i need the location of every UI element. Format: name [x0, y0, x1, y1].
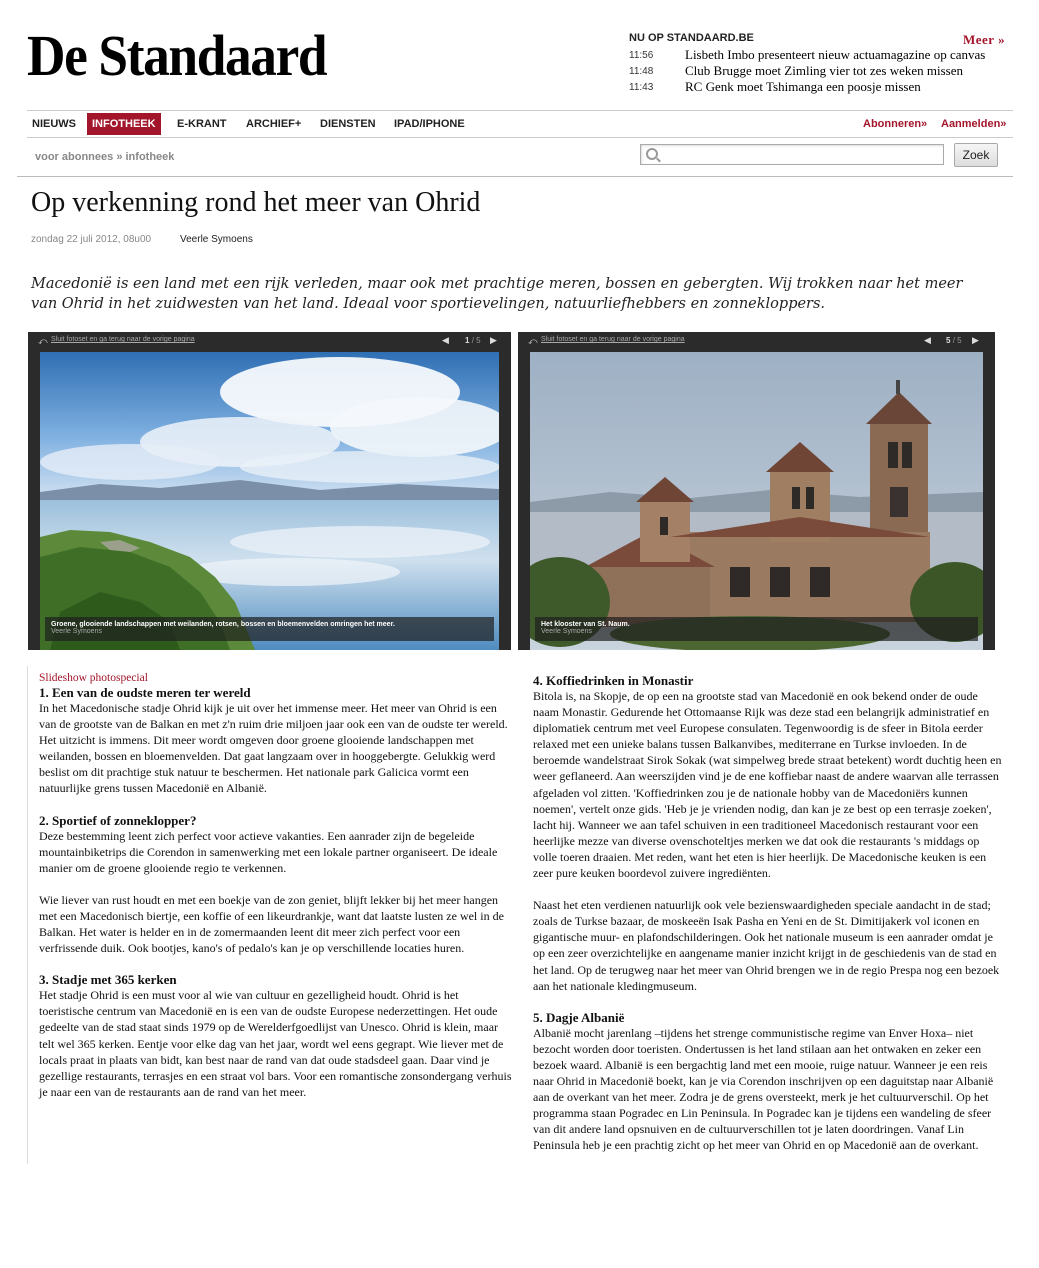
back-arrow-icon[interactable]: ⤺	[528, 336, 538, 346]
column-border	[27, 666, 28, 1164]
main-navbar	[27, 110, 1013, 138]
slide-counter	[465, 336, 481, 345]
subscribe-link[interactable]: Abonneren»	[863, 118, 928, 130]
slideshow-label[interactable]: Slideshow photospecial	[39, 672, 148, 684]
section-heading: 3. Stadje met 365 kerken	[39, 972, 177, 988]
slide-total: / 5	[471, 336, 481, 345]
photo-caption	[535, 617, 978, 641]
section-heading: 2. Sportief of zonneklopper?	[39, 812, 197, 828]
slide-current: 5	[946, 336, 951, 345]
news-item[interactable]	[629, 80, 1009, 95]
section-paragraph: In het Macedonische stadje Ohrid kijk je uit over het immense meer. Het meer van Ohrid is een van de grootste van de Balkan en met z'n ruim drie miljoen jaar ook een van de oudste ter wereld. Het uitzicht is immens. Dit meer wordt omgeven door groene glooiende landschappen met weilanden, bossen en bloemenvelden. Dat gaat langzaam over in hooggebergte. Gelukkig werd beslist om dit prachtige stuk natuur te beschermen. Het nationale park Galicica vormt een natuurlijke grens tussen Macedonië en Albanië.	[39, 701, 508, 796]
lake-photo[interactable]	[40, 352, 499, 650]
church-photo[interactable]	[530, 352, 983, 650]
close-slideshow-link[interactable]: Sluit fotoset en ga terug naar de vorige pagina	[541, 336, 685, 343]
nav-ipad-iphone[interactable]: IPAD/IPHONE	[394, 118, 465, 130]
section-heading: 5. Dagje Albanië	[533, 1009, 625, 1025]
close-slideshow-link[interactable]: Sluit fotoset en ga terug naar de vorige pagina	[51, 336, 195, 343]
section-heading: 1. Een van de oudste meren ter wereld	[39, 685, 251, 700]
caption-text: Het klooster van St. Naum.	[541, 621, 630, 628]
nav-e-krant[interactable]: E-KRANT	[177, 118, 227, 130]
caption-text: Groene, glooiende landschappen met weilanden, rotsen, bossen en bloemenvelden omringen het meer.	[51, 621, 395, 628]
nav-infotheek[interactable]: INFOTHEEK	[87, 113, 161, 135]
caption-credit: Veerle Symoens	[541, 628, 592, 635]
slide-counter	[946, 336, 962, 345]
back-arrow-icon[interactable]: ⤺	[38, 336, 48, 346]
slideshow-toolbar	[28, 332, 511, 350]
search-icon	[646, 148, 658, 160]
site-logo[interactable]: De Standaard	[27, 23, 327, 88]
slide-current: 1	[465, 336, 470, 345]
article-lead: Macedonië is een land met een rijk verleden, maar ook met prachtige meren, bossen en gebergten. Wij trokken naar het meer van Ohrid in het zuidwesten van het land. Ideaal voor sportievelingen, natuurliefhebbers en zonnekloppers.	[31, 276, 963, 312]
news-item[interactable]	[629, 64, 1009, 79]
news-item[interactable]	[629, 48, 1009, 63]
breadcrumb-infotheek[interactable]: infotheek	[125, 151, 175, 163]
lake-landscape-image	[40, 352, 499, 650]
latest-news-title: NU OP STANDAARD.BE	[629, 32, 754, 44]
prev-arrow-icon[interactable]: ◀	[442, 335, 449, 345]
news-headline[interactable]: RC Genk moet Tshimanga een poosje missen	[685, 79, 921, 94]
nav-diensten[interactable]: DIENSTEN	[320, 118, 376, 130]
article-author[interactable]: Veerle Symoens	[180, 234, 253, 245]
slide-total: / 5	[952, 336, 962, 345]
slideshow-panel-2	[518, 332, 995, 650]
latest-news-list	[629, 48, 1009, 96]
section-heading: 4. Koffiedrinken in Monastir	[533, 673, 694, 688]
prev-arrow-icon[interactable]: ◀	[924, 335, 931, 345]
breadcrumb-separator: »	[116, 151, 123, 163]
more-news-link[interactable]: Meer »	[963, 32, 1006, 47]
search-input[interactable]	[640, 144, 944, 165]
breadcrumb-subscribers[interactable]: voor abonnees	[35, 151, 114, 163]
section-paragraph: Bitola is, na Skopje, de op een na grootste stad van Macedonië en ook bekend onder de oude naam Monastir. Gedurende het Ottomaanse Rijk was deze stad een belangrijk administratief en diplomatiek centrum met veel Europese consulaten. Tegenwoordig is de sfeer in Bitola eerder relaxed met een unieke balans tussen Balkanvibes, mediterrane en Turkse invloeden. In de beroemde wandelstraat Sirok Sokak (wat simpelweg brede straat betekent) wordt duchtig heen en weer geflaneerd. Aan weerszijden vind je de ene koffiebar naast de andere waarvan alle terrassen afgeladen vol zitten. 'Koffiedrinken zou je de nationale hobby van de Macedoniërs kunnen noemen', vertelt onze gids. 'Heb je je vrienden nodig, dan kan je ze best op een terrasje zoeken', lacht hij. Wanneer we aan tafel schuiven in een traditioneel Macedonisch restaurant voor een heerlijke mezze van diverse ovenschoteltjes merken we dat ook die restaurants 's middags op volle toeren draaien. Met reden, want het eten is hier heerlijk. De Macedonische keuken is een zeer pure keuken boordevol zuivere ingrediënten.	[533, 689, 1002, 881]
body-left-column	[39, 672, 513, 1116]
section-paragraph: Het stadje Ohrid is een must voor al wie van cultuur en gezelligheid houdt. Ohrid is het toeristische centrum van Macedonië en is een van de oudste Europese nederzettingen. Het oude gedeelte van de stad staat sinds 1979 op de Werelderfgoedlijst van Unesco. Ohrid is klein, maar telt wel 365 kerken. Eentje voor elke dag van het jaar, wordt wel eens gegrapt. Wie liever met de locals praat in plaats van bidt, kan best naar de rand van dat oude stadsdeel gaan. Daar vind je gezellige restaurants, terrasjes en een straat vol bars. Voor een romantische zonsondergang verhuis je naar een van de restaurants aan de rand van het meer.	[39, 988, 512, 1099]
breadcrumb	[35, 151, 174, 163]
news-headline[interactable]: Club Brugge moet Zimling vier tot zes weken missen	[685, 63, 964, 78]
divider	[17, 176, 1013, 177]
login-link[interactable]: Aanmelden»	[941, 118, 1007, 130]
monastery-image	[530, 352, 983, 650]
nav-nieuws[interactable]: NIEUWS	[32, 118, 76, 130]
article-title: Op verkenning rond het meer van Ohrid	[31, 187, 481, 218]
slideshow-toolbar	[518, 332, 995, 350]
news-headline[interactable]: Lisbeth Imbo presenteert nieuw actuamagazine op canvas	[685, 47, 986, 62]
search-button[interactable]: Zoek	[954, 143, 998, 167]
next-arrow-icon[interactable]: ▶	[490, 335, 497, 345]
section-paragraph: Naast het eten verdienen natuurlijk ook vele bezienswaardigheden speciale aandacht in de stad; zoals de Turkse bazaar, de moskeeën Isak Pasha en Yeni en de St. Dimitijakerk vol iconen en gigantische muur- en plafondschilderingen. Ook het nationale museum is een aanrader omdat je op een zeer overzichtelijke en aangename manier inzicht krijgt in de geschiedenis van de stad en het land. Op de terugweg naar het meer van Ohrid brengen we in de regio Prespa nog een bezoek aan het nationale kledingmuseum.	[533, 898, 1000, 993]
section-paragraph: Albanië mocht jarenlang –tijdens het strenge communistische regime van Enver Hoxa– niet bezocht worden door toeristen. Ondertussen is het land stilaan aan het ontwaken en zeker een bezoek waard. Albanië is een bergachtig land met een mooie, ruige natuur. Wanneer je een reis naar Ohrid in Macedonië boekt, kan je via Corendon inschrijven op een daguitstap naar Albanië aan de overkant van het meer. Zodra je de grens oversteekt, merk je het cultuurverschil. Op het programma staan Pogradec en Lin Peninsula. In Pogradec kan je tijdens een wandeling de sfeer van dit andere land opsnuiven en de cultuurverschillen tot je laten doordringen. Vanaf Lin Peninsula heb je een prachtig zicht op het meer van Ohrid en op Macedonië aan de overkant.	[533, 1025, 994, 1153]
caption-credit: Veerle Symoens	[51, 628, 102, 635]
article-date: zondag 22 juli 2012, 08u00	[31, 234, 152, 245]
next-arrow-icon[interactable]: ▶	[972, 335, 979, 345]
nav-archief[interactable]: ARCHIEF+	[246, 118, 302, 130]
section-paragraph: Wie liever van rust houdt en met een boekje van de zon geniet, blijft lekker bij het meer hangen met een Macedonisch biertje, een koffie of een likeurdrankje, want dat laatste lusten ze wel in de Balkan. Het water is helder en in de zomermaanden leent dit meer zich perfect voor een verfrissende duik. Ook bootjes, kano's of pedalo's kan je op verschillende locaties huren.	[39, 892, 504, 956]
photo-caption	[45, 617, 494, 641]
slideshow-panel-1	[28, 332, 511, 650]
news-time: 11:48	[629, 66, 654, 77]
section-paragraph: Deze bestemming leent zich perfect voor actieve vakanties. Een aanrader zijn de begeleide mountainbiketrips die Corendon in samenwerking met een lokale partner organiseert. De ideale manier om de groene glooiende regio te verkennen.	[39, 828, 498, 875]
news-time: 11:56	[629, 50, 654, 61]
news-time: 11:43	[629, 82, 654, 93]
body-right-column	[533, 673, 1005, 1169]
